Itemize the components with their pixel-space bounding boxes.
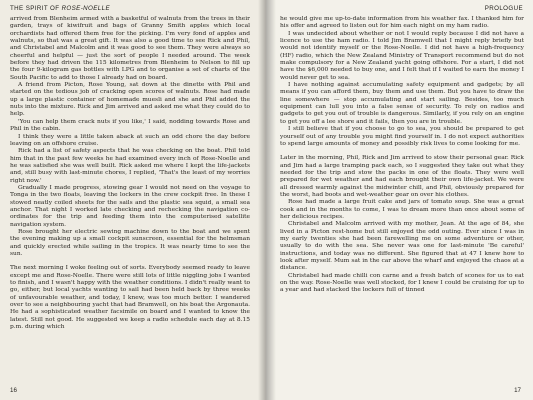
body-paragraph: Rick had a list of safety aspects that he was checking on the boat. Phil told him that in the past few weeks he had examined every inch of Rose-Noelle and he was satisfied she was well built. Rick asked me where I kept the life-jackets and, still busy with last-minute chores, I replied, 'That's the least of my worries right now.' bbox=[10, 148, 250, 184]
body-paragraph: Christabel had made chilli con carne and a fresh batch of scones for us to eat on the way. Rose-Noelle was well stocked, for I knew I could be cruising for up to a year and had stacked the lockers full of tinned bbox=[280, 272, 524, 294]
body-paragraph: he would give me up-to-date information from his weather fax. I thanked him for his offer and agreed to listen out for him each night on my ham radio. bbox=[280, 16, 524, 30]
page-number-left: 16 bbox=[10, 387, 17, 394]
body-paragraph: The next morning I woke feeling out of sorts. Everybody seemed ready to leave except me and Rose-Noelle. There were still lots of little niggling jobs I wanted to finish, and I wasn't happy with the weather conditions. I didn't really want to go, either, but local yachts wanting to sail had been held back by three weeks of unfavourable weather, and today, I knew, was too much better. I wandered over to see a neighbouring yacht that had Bramwell, on his boat the Argonauta. He had a sophisticated weather facsimile on board and I wanted to know the latest. Still not good. He suggested we keep a radio schedule each day at 8.15 p.m. during which bbox=[10, 265, 250, 331]
right-body-text bbox=[280, 16, 524, 295]
body-paragraph: I still believe that if you choose to go to sea, you should be prepared to get yourself out of any trouble you might find yourself in. I do not expect authorities to spend large amounts of money and possibly risk lives to come looking for me. bbox=[280, 126, 524, 147]
body-paragraph: arrived from Blenheim armed with a basketful of walnuts from the trees in their garden, trays of kiwifruit and bags of Granny Smith apples which local orchardists had offered them free for the picking. I'm very fond of apples and walnuts, so that was a great gift. It was also a good time to see Rick and Phil, and Christabel and Malcolm and it was good to see them. They were always so cheerful and helpful — just the sort of people I needed around. The week before they had driven the 115 kilometres from Blenheim to Nelson to fill up the four 9-kilogram gas bottles with LPG and to organise a set of charts of the South Pacific to add to those I already had on board. bbox=[10, 16, 250, 81]
header-title: ROSE-NOELLE bbox=[61, 5, 110, 12]
body-paragraph: Rose had made a large fruit cake and jars of tomato soup. She was a great cook and in the months to come, I was to dream more than once about some of her delicious recipes. bbox=[280, 199, 524, 220]
header-prefix: THE SPIRIT OF bbox=[10, 5, 62, 12]
right-page bbox=[266, 0, 533, 400]
body-paragraph: 'You can help them crack nuts if you like,' I said, nodding towards Rose and Phil in the cabin. bbox=[10, 118, 250, 133]
body-paragraph: Later in the morning, Phil, Rick and Jim arrived to stow their personal gear. Rick and Jim had a large tramping pack each, so I suggested they take out what they needed for the trip and stow the packs in one of the floats. They were well prepared for wet weather and had each brought their own life-jacket. We were all dressed warmly against the midwinter chill, and Phil, obviously prepared for the worst, had boots and wet-weather gear on over his clothes. bbox=[280, 155, 524, 198]
left-page bbox=[0, 0, 266, 400]
left-body-text bbox=[10, 16, 250, 331]
body-paragraph: Christabel and Malcolm arrived with my mother, Jean. At the age of 84, she lived in a Picton rest-home but still enjoyed the odd outing. Ever since I was in my early twenties she had been farewelling me on some adventure or other, usually to do with the sea. She never was one for last-minute 'Be careful' instructions, and today was no different. She figured that at 47 I knew how to look after myself. Mum sat in the car above the wharf and enjoyed the chaos at a distance. bbox=[280, 221, 524, 272]
body-paragraph: A friend from Picton, Rose Young, sat down at the dinette with Phil and started on the tedious job of cracking open scores of walnuts. Rose had made up a large plastic container of homemade muesli and she and Phil added the nuts into the mixture. Rick and Jim arrived and asked me what they could do to help. bbox=[10, 82, 250, 118]
body-paragraph: I was undecided about whether or not I would reply because I did not have a licence to use the ham radio. I told Jim Bramwell that I might reply briefly but would not identify myself or the Rose-Noelle. I did not have a high-frequency (HF) radio, which the New Zealand Ministry of Transport recommend but do not make compulsory for a New Zealand yacht going offshore. For a start, I did not have the $6,000 needed to buy one, and I felt that if I waited to earn the money I would never get to sea. bbox=[280, 30, 524, 81]
running-header-left bbox=[10, 5, 110, 12]
page-number-right: 17 bbox=[514, 387, 521, 394]
body-paragraph: I think they were a little taken aback at such an odd chore the day before leaving on an offshore cruise. bbox=[10, 133, 250, 147]
body-paragraph: Gradually I made progress, stowing gear I would not need on the voyage to Tonga in the two floats, leaving the lockers in the crew cockpit free. In these I stowed neatly coiled sheets for the sails and the plastic sea squid, a small sea anchor. That night I worked late checking and rechecking the navigation co-ordinates for the trip and feeding them into the computerised satellite navigation system. bbox=[10, 184, 250, 228]
book-gutter-shadow bbox=[258, 0, 276, 400]
running-header-right: PROLOGUE bbox=[484, 5, 523, 12]
body-paragraph: Rose brought her electric sewing machine down to the boat and we spent the evening making up a small cockpit sunscreen, essential for the helmsman and quickly erected while sailing in the tropics. It was nearly time to see the sun. bbox=[10, 228, 250, 257]
body-paragraph: I have nothing against accumulating safety equipment and gadgets; by all means if you can afford them, buy them and use them. But you have to draw the line somewhere — stop accumulating and start sailing. Besides, too much equipment can lull you into a false sense of security. To rely on radios and gadgets to get you out of trouble is dangerous. Similarly, if you rely on an engine to get you off a lee shore and it fails, then you are in trouble. bbox=[280, 82, 524, 125]
